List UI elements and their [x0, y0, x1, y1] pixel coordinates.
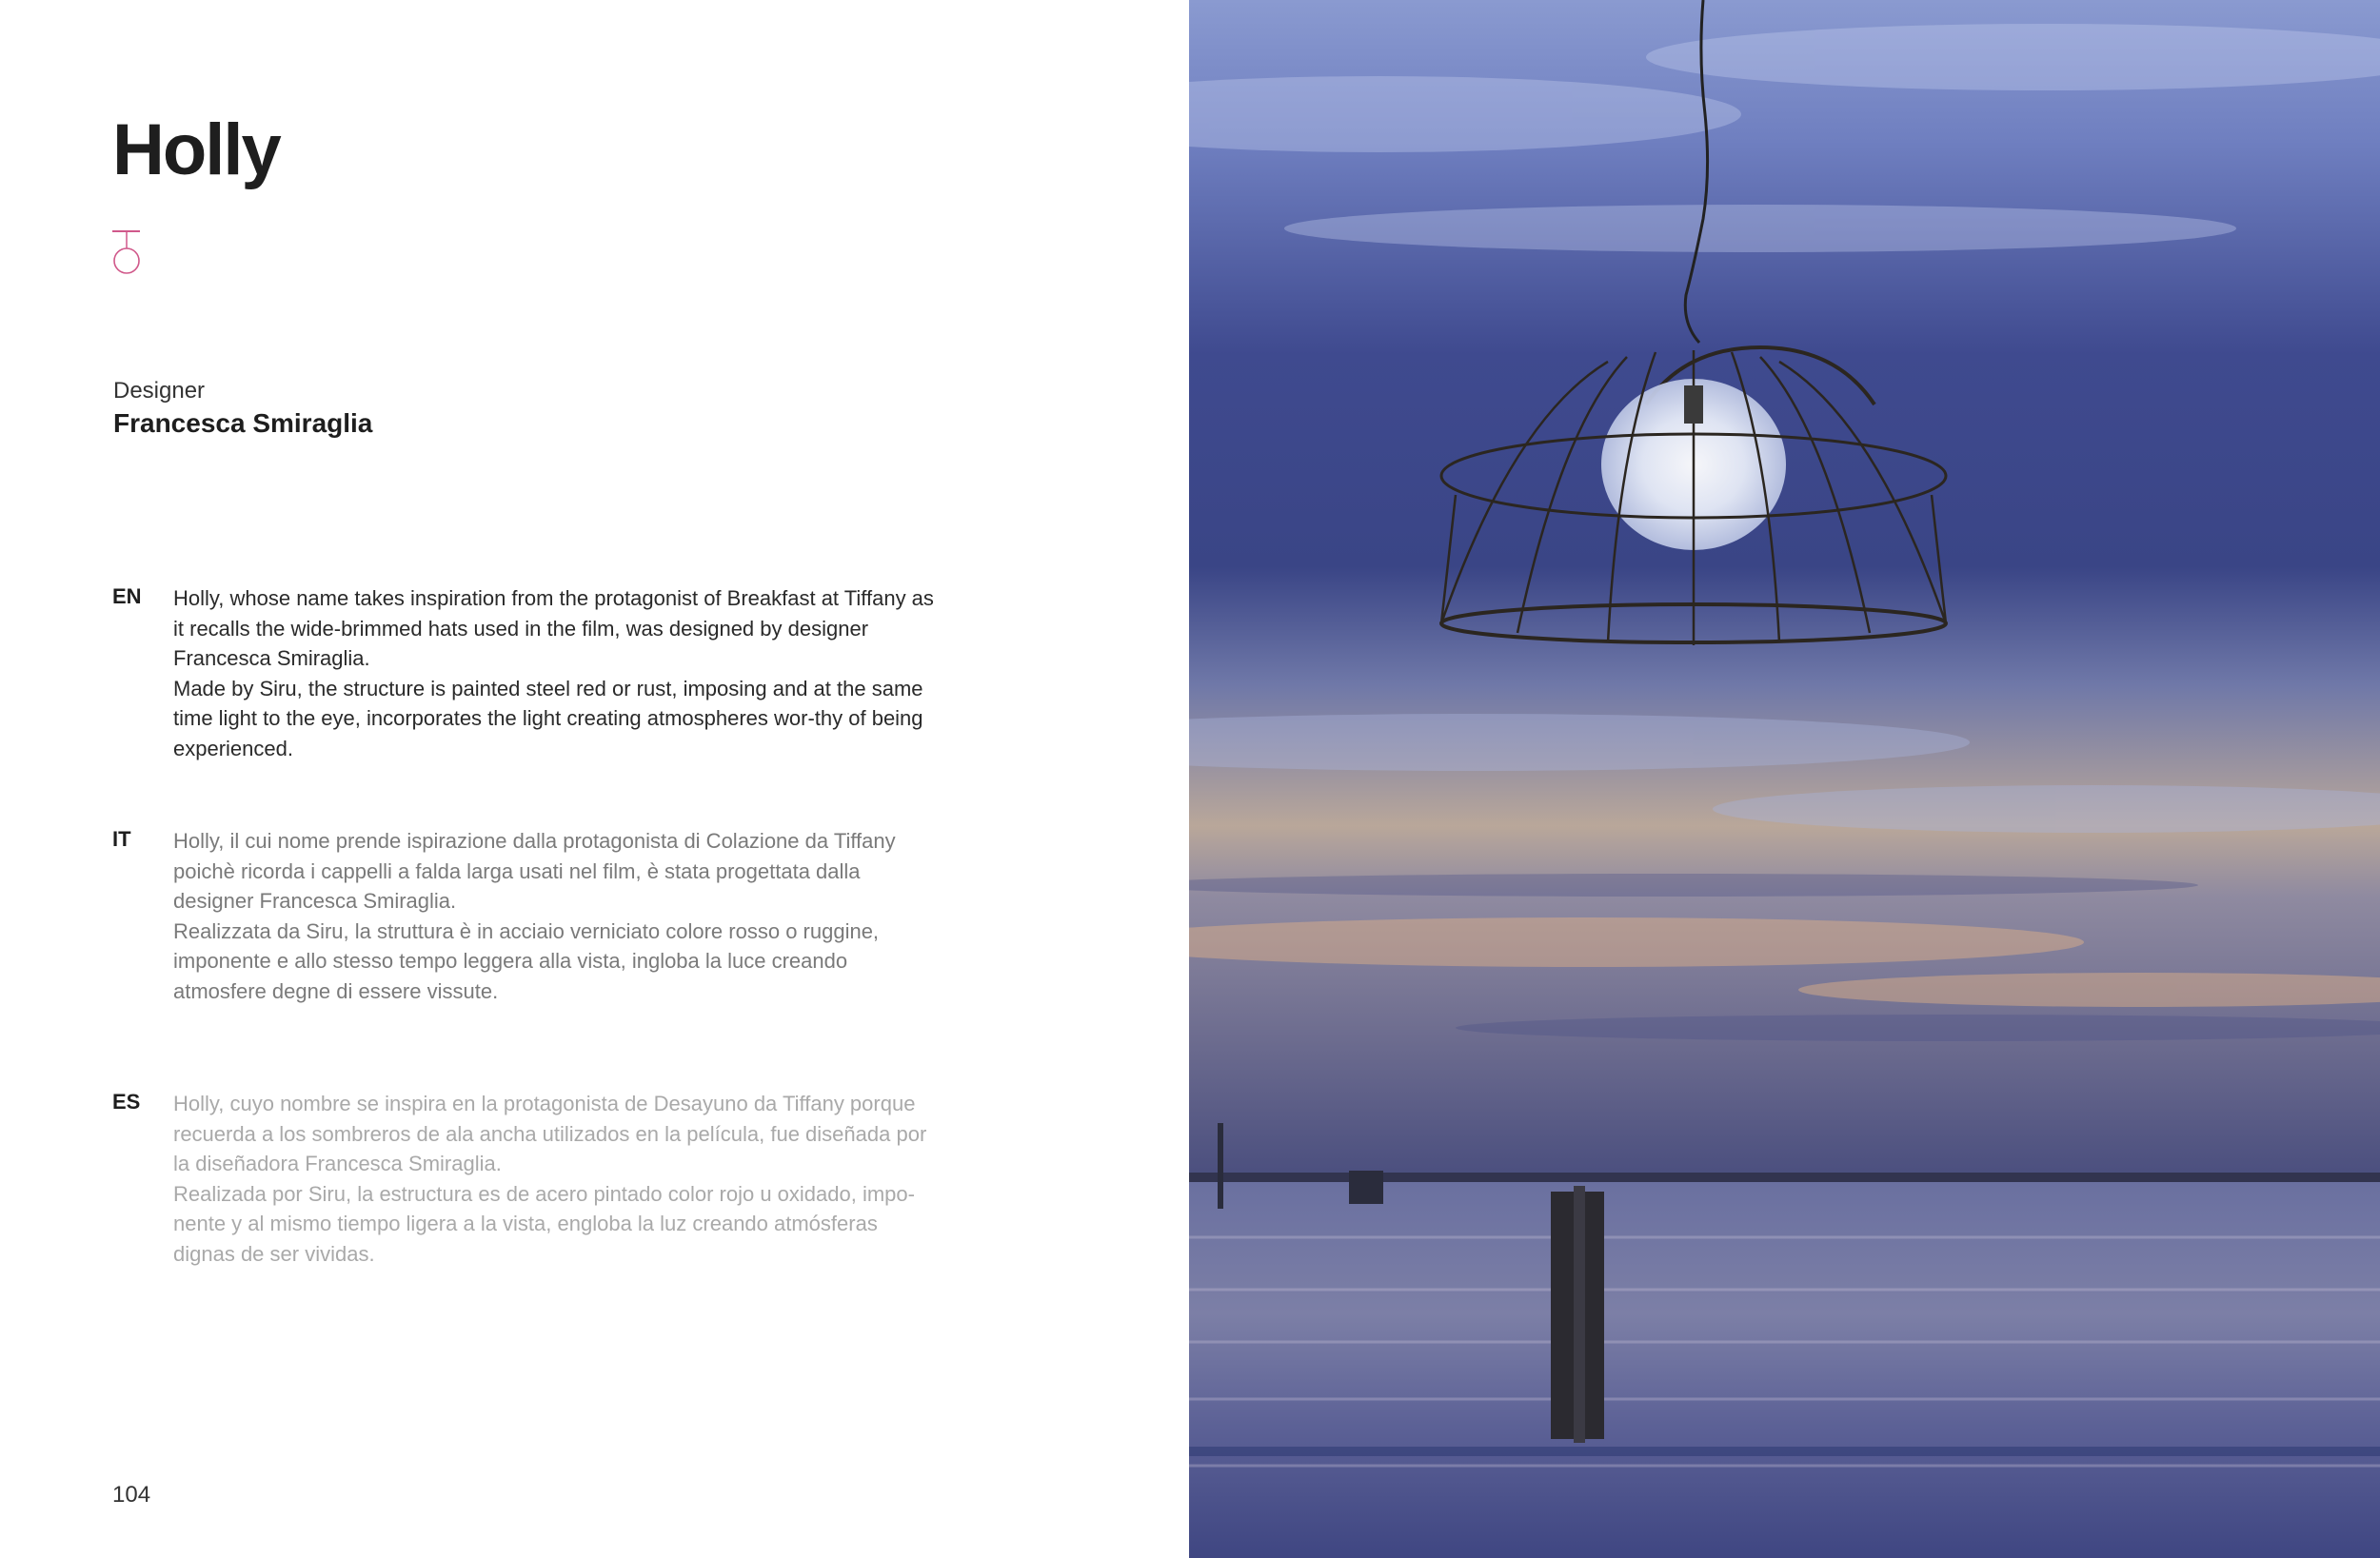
language-code-it: IT	[112, 827, 131, 851]
designer-label: Designer	[113, 378, 206, 404]
language-code-es: ES	[112, 1090, 141, 1114]
page-number: 104	[112, 1482, 151, 1508]
description-text-en	[173, 583, 935, 763]
product-photo	[1189, 0, 2380, 1558]
designer-name: Francesca Smiraglia	[113, 408, 373, 438]
pendant-lamp-icon	[112, 229, 141, 277]
text-page	[0, 0, 1189, 1558]
description-paragraph: Holly, cuyo nombre se inspira en la protagonista de Desayuno da Tiffany porque recuerda a los sombreros de ala ancha utilizados en la película, fue diseñada por la diseñadora Francesca Smiraglia.	[173, 1092, 927, 1175]
description-text-es	[173, 1089, 935, 1269]
description-paragraph: Holly, whose name takes inspiration from the protagonist of Breakfast at Tiffany as it recalls the wide-brimmed hats used in the film, was designed by designer Francesca Smiraglia.	[173, 586, 934, 670]
description-paragraph: Realizzata da Siru, la struttura è in acciaio verniciato colore rosso o ruggine, imponente e allo stesso tempo leggera alla vista, ingloba la luce creando atmosfere degne di essere vissute.	[173, 918, 880, 1003]
description-text-it	[173, 826, 935, 1006]
description-paragraph: Realizada por Siru, la estructura es de acero pintado color rojo u oxidado, impo-nente y al mismo tiempo ligera a la vista, engloba la luz creando atmósferas dignas de ser vividas.	[173, 1181, 915, 1266]
description-paragraph: Made by Siru, the structure is painted steel red or rust, imposing and at the same time light to the eye, incorporates the light creating atmospheres wor-thy of being experienced.	[173, 676, 923, 760]
language-code-en: EN	[112, 584, 142, 608]
lagoon-sunset-photo	[1189, 0, 2380, 1558]
description-paragraph: Holly, il cui nome prende ispirazione dalla protagonista di Colazione da Tiffany poichè ricorda i cappelli a falda larga usati nel film, è stata progettata dalla designer Francesca Smiraglia.	[173, 829, 896, 913]
product-title: Holly	[112, 109, 280, 190]
